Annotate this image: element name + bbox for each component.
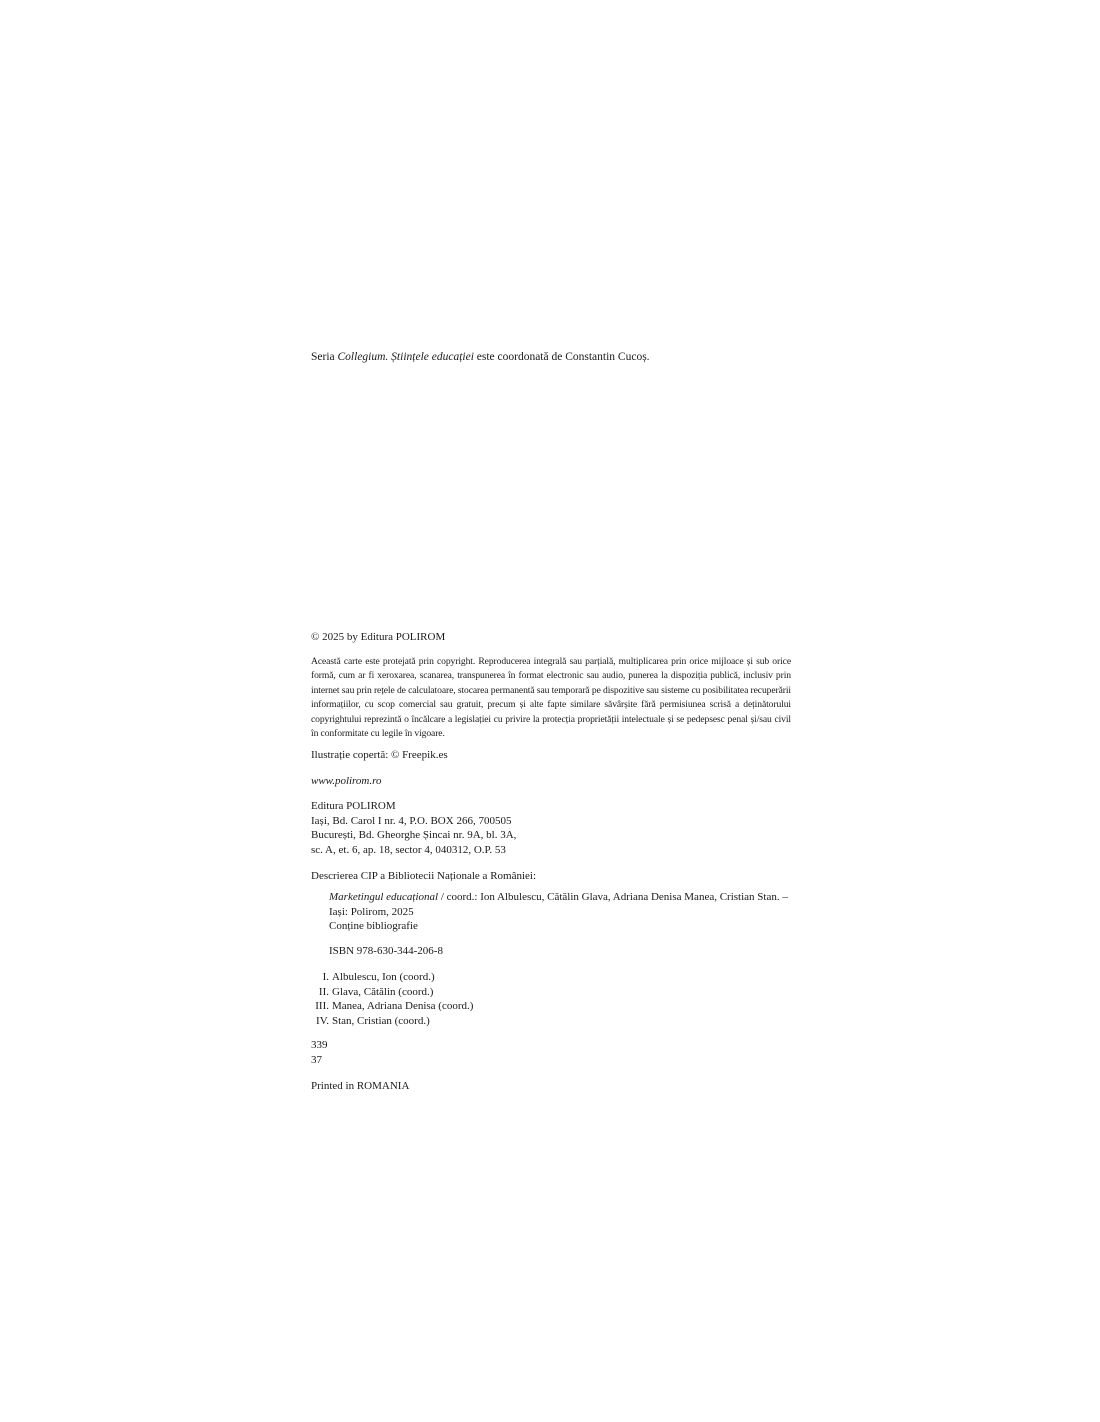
classification-code: 339 [311, 1039, 328, 1051]
contributor-row [311, 985, 791, 1000]
contributor-numeral: IV. [316, 1014, 329, 1027]
series-suffix: este coordonată de Constantin Cucoș. [473, 351, 650, 363]
cip-entry-details: / coord.: Ion Albulescu, Cătălin Glava, Adriana Denisa Manea, Cristian Stan. – Iași: Polirom, 2025 [329, 891, 788, 918]
contributor-row [311, 970, 791, 985]
series-note [311, 350, 791, 365]
contributors-list [311, 970, 791, 1028]
contributor-name: Stan, Cristian (coord.) [332, 1014, 430, 1027]
cip-bibliographic-entry [329, 890, 791, 919]
cover-illustration-credit: Ilustrație copertă: © Freepik.es [311, 749, 448, 761]
series-title: Collegium. Științele educației [337, 351, 474, 363]
contributor-name: Glava, Cătălin (coord.) [332, 985, 434, 998]
printed-in-note: Printed in ROMANIA [311, 1080, 410, 1092]
publisher-website: www.polirom.ro [311, 775, 382, 787]
publisher-name: Editura POLIROM [311, 800, 396, 812]
publisher-address-line: sc. A, et. 6, ap. 18, sector 4, 040312, O.P. 53 [311, 843, 506, 856]
contributor-numeral: I. [322, 971, 329, 983]
contributor-name: Albulescu, Ion (coord.) [332, 971, 435, 983]
series-prefix: Seria [311, 351, 338, 363]
classification-code: 37 [311, 1053, 322, 1066]
publisher-address-line: Iași, Bd. Carol I nr. 4, P.O. BOX 266, 700505 [311, 814, 512, 827]
contributor-numeral: II. [318, 985, 329, 998]
classification-codes [311, 1038, 791, 1067]
cip-book-title: Marketingul educațional [329, 891, 439, 903]
contributor-row [311, 1014, 791, 1029]
copyright-line: © 2025 by Editura POLIROM [311, 631, 446, 643]
contributor-numeral: III. [315, 1000, 329, 1012]
cip-contents-note: Conține bibliografie [329, 920, 418, 932]
legal-notice: Această carte este protejată prin copyright. Reproducerea integrală sau parțială, multiplicarea prin orice mijloace și sub orice formă, cum ar fi xeroxarea, scanarea, transpunerea în format electronic sau audio, punerea la dispoziția publică, inclusiv prin internet sau prin rețele de calculatoare, stocarea permanentă sau temporară pe dispozitive sau sisteme cu posibilitatea recuperării informațiilor, cu scop comercial sau gratuit, precum și alte fapte similare săvârșite fără permisiunea scrisă a deținătorului copyrightului reprezintă o încălcare a legislației cu privire la protecția proprietății intelectuale și se pedepsesc penal și/sau civil în conformitate cu legile în vigoare. [311, 656, 791, 740]
publisher-address-line: București, Bd. Gheorghe Șincai nr. 9A, bl. 3A, [311, 829, 517, 841]
cip-entry [329, 890, 791, 934]
publisher-address-block [311, 799, 791, 857]
contributor-name: Manea, Adriana Denisa (coord.) [332, 1000, 474, 1012]
contributor-row [311, 999, 791, 1014]
isbn: ISBN 978-630-344-206-8 [329, 945, 443, 957]
cip-heading: Descrierea CIP a Bibliotecii Naționale a României: [311, 870, 537, 882]
